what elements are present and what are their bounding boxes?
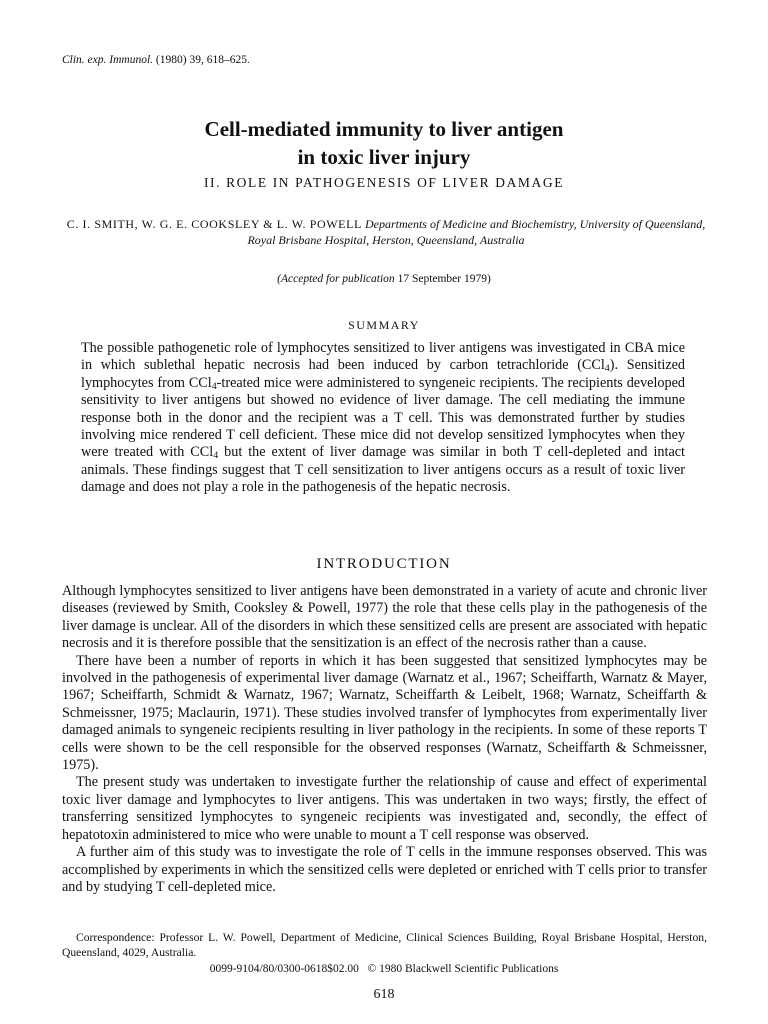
correspondence-text: Professor L. W. Powell, Department of Medicine, Clinical Sciences Building, Royal Brisbane Hospital, Herston, Queensland, 4029, Australia. [62,931,707,959]
subscript-4: 4 [211,380,217,392]
journal-volume-pages: (1980) 39, 618–625. [155,54,250,66]
summary-text-a: The possible pathogenetic role of lymphocytes sensitized to liver antigens was investigated in CBA mice in which sublethal hepatic necrosis had been induced by carbon tetrachloride (CCl [81,340,685,374]
article-code: 0099-9104/80/0300-0618$02.00 [209,963,359,975]
article-title-line-1: Cell-mediated immunity to liver antigen [204,117,564,141]
accepted-date [0,273,768,285]
summary-text-c: -treated mice were administered to syngeneic recipients. The recipients developed sensitivity to liver antigens but showed no evidence of liver damage. The cell mediating the immune response both in the donor and the recipient was a T cell. This was demonstrated further by studies involving mice rendered T cell deficient. These mice did not develop sensitized lymphocytes when they were treated with CCl [81,374,685,461]
page-number: 618 [373,987,395,1002]
intro-paragraph: Although lymphocytes sensitized to liver antigens have been demonstrated in a variety of acute and chronic liver diseases (reviewed by Smith, Cooksley & Powell, 1977) the role that these cells play in the pathogenesis of the liver damage is unclear. All of the disorders in which these sensitized cells are present are associated with hepatic necrosis and it is therefore possible that the sensitization is an effect of the necrosis rather than a cause. [62,583,707,652]
intro-paragraph: There have been a number of reports in which it has been suggested that sensitized lymphocytes may be involved in the pathogenesis of experimental liver damage (Warnatz et al., 1967; Scheiffarth, Warnatz & Mayer, 1967; Scheiffarth, Schmidt & Warnatz, 1967; Warnatz, Scheiffarth & Leibelt, 1968; Warnatz, Scheiffarth & Schmeissner, 1975; Maclaurin, 1971). These studies involved transfer of lymphocytes from experimentally liver damaged animals to syngeneic recipients resulting in liver pathology in the recipients. In some of these reports T cells were shown to be the cell responsible for the observed responses (Warnatz, Scheiffarth & Schmeissner, 1975). [62,652,707,774]
correspondence-note [62,930,707,960]
author-block [62,216,710,248]
summary-text-d: but the extent of liver damage was similar in both T cell-depleted and intact animals. These findings suggest that T cell sensitization to liver antigens occurs as a result of toxic liver damage and does not play a role in the pathogenesis of the hepatic necrosis. [81,444,686,496]
introduction-body [62,583,707,896]
journal-citation [62,54,250,66]
author-affiliation: Departments of Medicine and Biochemistry, University of Queensland, Royal Brisbane Hospital, Herston, Queensland, Australia [247,217,706,247]
copyright-line [0,963,768,975]
intro-paragraph: A further aim of this study was to investigate the role of T cells in the immune responses observed. This was accomplished by experiments in which the sensitized cells were depleted or enriched with T cells prior to transfer and by studying T cell-depleted mice. [62,844,707,895]
introduction-heading: INTRODUCTION [316,556,452,572]
accepted-date-value: 17 September 1979) [397,273,491,285]
accepted-label: (Accepted for publication [277,273,395,285]
intro-paragraph: The present study was undertaken to investigate further the relationship of cause and effect of experimental toxic liver damage and lymphocytes to liver antigens. This was undertaken in two ways; firstly, the effect of transferring sensitized lymphocytes to syngeneic recipients was investigated and, secondly, the effect of hepatotoxin administered to mice who were unable to mount a T cell response was observed. [62,774,707,843]
summary-text-b: ). Sensitized lymphocytes from CCl [81,357,686,391]
copyright-text: © 1980 Blackwell Scientific Publications [367,963,559,975]
article-title-line-2: in toxic liver injury [297,145,471,169]
subscript-4: 4 [213,450,219,462]
author-names: C. I. SMITH, W. G. E. COOKSLEY & L. W. POWELL [66,217,362,231]
subscript-4: 4 [604,363,610,375]
summary-heading: SUMMARY [348,318,420,332]
summary-text [81,340,685,497]
journal-name: Clin. exp. Immunol. [62,54,154,66]
article-subtitle: II. ROLE IN PATHOGENESIS OF LIVER DAMAGE [203,175,565,190]
correspondence-label: Correspondence: [76,931,155,944]
